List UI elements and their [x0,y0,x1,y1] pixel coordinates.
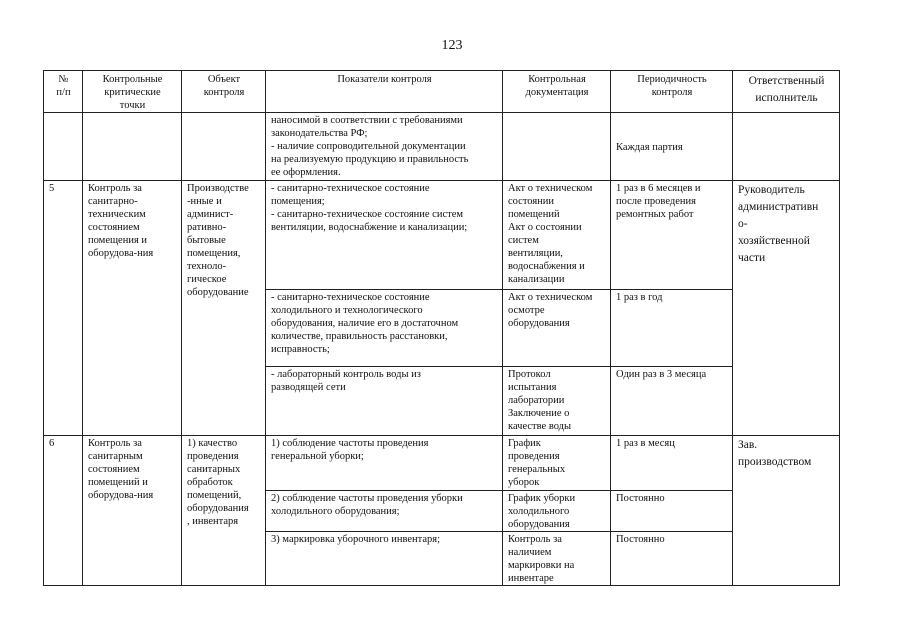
cell-num [44,113,83,181]
header-periodicity: Периодичность контроля [611,71,733,113]
cell-indicators: - санитарно-техническое состояние помещения; - санитарно-техническое состояние систем вентиляции, водоснабжение и канализации; [266,181,503,290]
cell-responsible [733,113,840,181]
cell-periodicity [611,113,733,181]
cell-periodicity: Постоянно [611,491,733,532]
cell-control-points: Контроль за санитарно- техническим состоянием помещения и оборудова-ния [83,181,182,436]
header-object: Объект контроля [182,71,266,113]
header-documentation: Контрольная документация [503,71,611,113]
cell-periodicity: Один раз в 3 месяца [611,367,733,436]
header-responsible: Ответственный исполнитель [733,71,840,113]
cell-indicators: 3) маркировка уборочного инвентаря; [266,532,503,586]
cell-documentation: Протокол испытания лаборатории Заключение о качестве воды [503,367,611,436]
cell-documentation: График уборки холодильного оборудования [503,491,611,532]
cell-periodicity: 1 раз в месяц [611,436,733,491]
cell-num: 5 [44,181,83,436]
cell-indicators: 2) соблюдение частоты проведения уборки холодильного оборудования; [266,491,503,532]
cell-periodicity: 1 раз в 6 месяцев и после проведения ремонтных работ [611,181,733,290]
cell-indicators: наносимой в соответствии с требованиями законодательства РФ; - наличие сопроводительной документации на реализуемую продукцию и правильность ее оформления. [266,113,503,181]
cell-object: 1) качество проведения санитарных обработок помещений, оборудования , инвентаря [182,436,266,586]
periodicity-text: Каждая партия [616,142,683,153]
cell-responsible: Зав. производством [733,436,840,586]
cell-responsible: Руководитель административн о- хозяйственной части [733,181,840,436]
cell-object [182,113,266,181]
table-header-row [44,71,840,113]
table-row [44,181,840,290]
cell-documentation: График проведения генеральных уборок [503,436,611,491]
cell-indicators: - санитарно-техническое состояние холодильного и технологического оборудования, наличие его в достаточном количестве, правильность расстановки, исправность; [266,290,503,367]
cell-documentation: Акт о техническом состоянии помещений Акт о состоянии систем вентиляции, водоснабжения и канализации [503,181,611,290]
cell-periodicity: 1 раз в год [611,290,733,367]
cell-num: 6 [44,436,83,586]
cell-object: Производстве -нные и админист- ративно- бытовые помещения, техноло- гическое оборудование [182,181,266,436]
cell-control-points [83,113,182,181]
cell-indicators: - лабораторный контроль воды из разводящей сети [266,367,503,436]
cell-control-points: Контроль за санитарным состоянием помещений и оборудова-ния [83,436,182,586]
cell-periodicity: Постоянно [611,532,733,586]
table-row [44,113,840,181]
page-number: 123 [441,38,463,53]
header-control-points: Контрольные критические точки [83,71,182,113]
cell-documentation [503,113,611,181]
cell-documentation: Акт о техническом осмотре оборудования [503,290,611,367]
table-row [44,436,840,491]
header-num: № п/п [44,71,83,113]
control-table [43,70,840,586]
cell-documentation: Контроль за наличием маркировки на инвентаре [503,532,611,586]
header-indicators: Показатели контроля [266,71,503,113]
cell-indicators: 1) соблюдение частоты проведения генеральной уборки; [266,436,503,491]
